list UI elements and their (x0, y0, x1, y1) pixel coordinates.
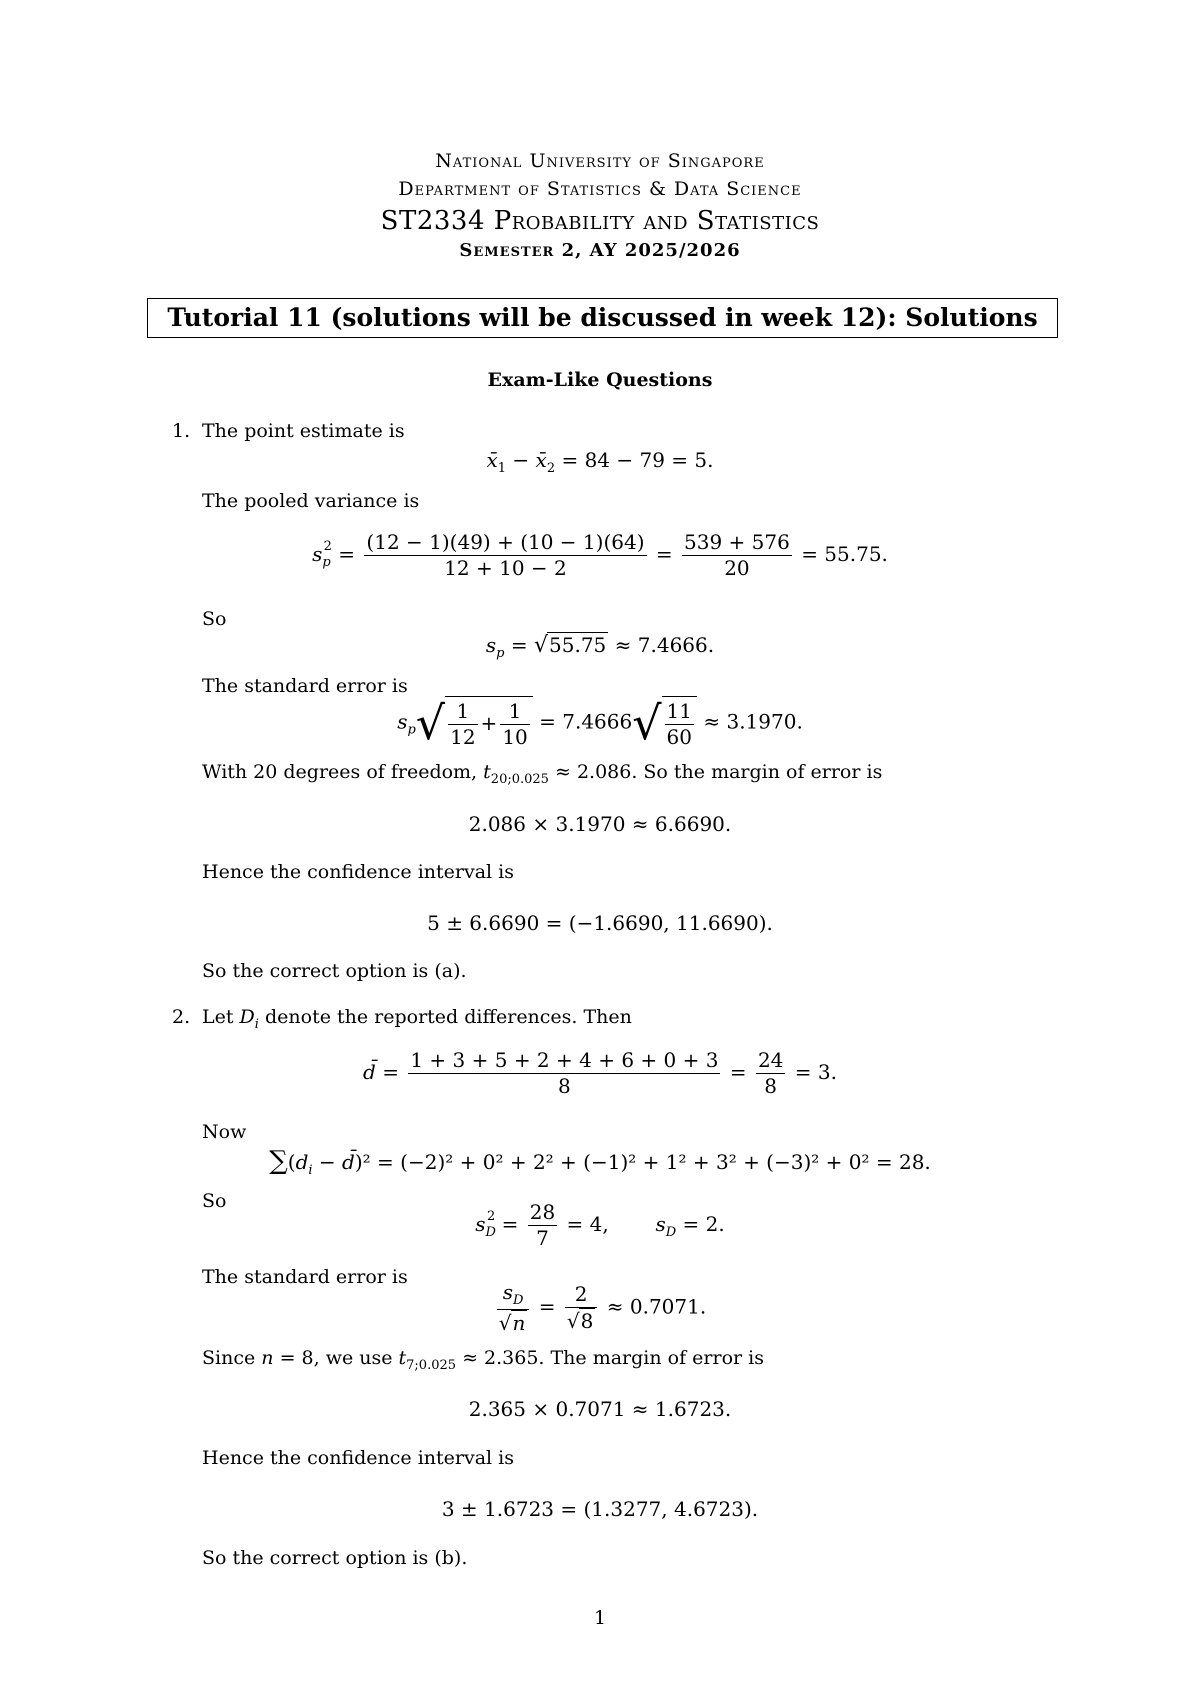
q2-number: 2. (172, 1006, 191, 1028)
q1-ci-text: Hence the confidence interval is (202, 861, 514, 883)
q1-se-eq: $s_p√$ $\frac{1}{12}$ + $\frac{1}{10}$ = 7.4666√ $\frac{11}{60}$ ≈ 3.1970. (397, 696, 803, 750)
q1-margin-eq: 2.086 × 3.1970 ≈ 6.6690. (468, 812, 732, 836)
q2-se-text: The standard error is (202, 1266, 408, 1288)
q2-answer: So the correct option is (b). (202, 1547, 468, 1569)
q1-pooled-eq: $s_p^2$ = $\frac{(12 - 1)(49) + (10 - 1)(64)}{12 + 10 - 2}$ = $\frac{539 + 576}{20}$ = 55.75. (312, 530, 888, 580)
university-name: National University of Singapore (435, 150, 765, 172)
q1-point-estimate-eq: $x̄_1$ − $x̄_2 = 84 - 79 = 5$. (486, 448, 714, 476)
q2-dbar-eq: d̄ = $\frac{1 + 3 + 5 + 2 + 4 + 6 + 0 + 3}{8}$ = $\frac{24}{8}$ = 3. (363, 1048, 837, 1098)
section-heading: Exam-Like Questions (487, 369, 713, 391)
q1-sp-eq: $s_p = √55.75 \approx 7.4666$. (485, 633, 715, 661)
q1-ci-eq: 5 ± 6.6690 = (−1.6690, 11.6690). (427, 911, 773, 935)
q2-margin-eq: 2.365 × 0.7071 ≈ 1.6723. (468, 1397, 732, 1421)
q2-intro: Let $D_i$ denote the reported differences. Then (202, 1006, 632, 1032)
q2-so-text: So (202, 1190, 227, 1212)
q2-se-eq: $\frac{s_D}{√n}$ = $\frac{2}{√8}$ ≈ 0.7071. (498, 1280, 707, 1336)
q2-sum-squares-eq: $\sum(d_i$ − d̄)² = (−2)² + 0² + 2² + (−1)² + 1² + 3² + (−3)² + 0² = 28. (269, 1146, 931, 1178)
q2-n-text: Since n = 8, we use $t_{7;0.025} \approx 2.365$. The margin of error is (202, 1347, 764, 1373)
q2-ci-text: Hence the confidence interval is (202, 1447, 514, 1469)
q1-so-text: So (202, 608, 227, 630)
q1-answer: So the correct option is (a). (202, 960, 467, 982)
q1-pooled-text: The pooled variance is (202, 490, 420, 512)
q2-variance-eq: $s_D^2$ = $\frac{28}{7}$ = 4, $s_D = 2$. (475, 1200, 725, 1250)
course-title: ST2334 Probability and Statistics (380, 206, 820, 236)
q1-intro: The point estimate is (202, 420, 405, 442)
semester-label: Semester 2, AY 2025/2026 (459, 240, 741, 261)
q1-number: 1. (172, 420, 191, 442)
q2-now-text: Now (202, 1121, 247, 1143)
department-name: Department of Statistics & Data Science (398, 178, 802, 200)
tutorial-title-box: Tutorial 11 (solutions will be discussed in week 12): Solutions (147, 298, 1058, 338)
page-number: 1 (593, 1607, 607, 1629)
q1-se-text: The standard error is (202, 675, 408, 697)
q1-df-text: With 20 degrees of freedom, $t_{20;0.025} \approx 2.086$. So the margin of error is (202, 761, 883, 787)
q2-ci-eq: 3 ± 1.6723 = (1.3277, 4.6723). (441, 1497, 759, 1521)
